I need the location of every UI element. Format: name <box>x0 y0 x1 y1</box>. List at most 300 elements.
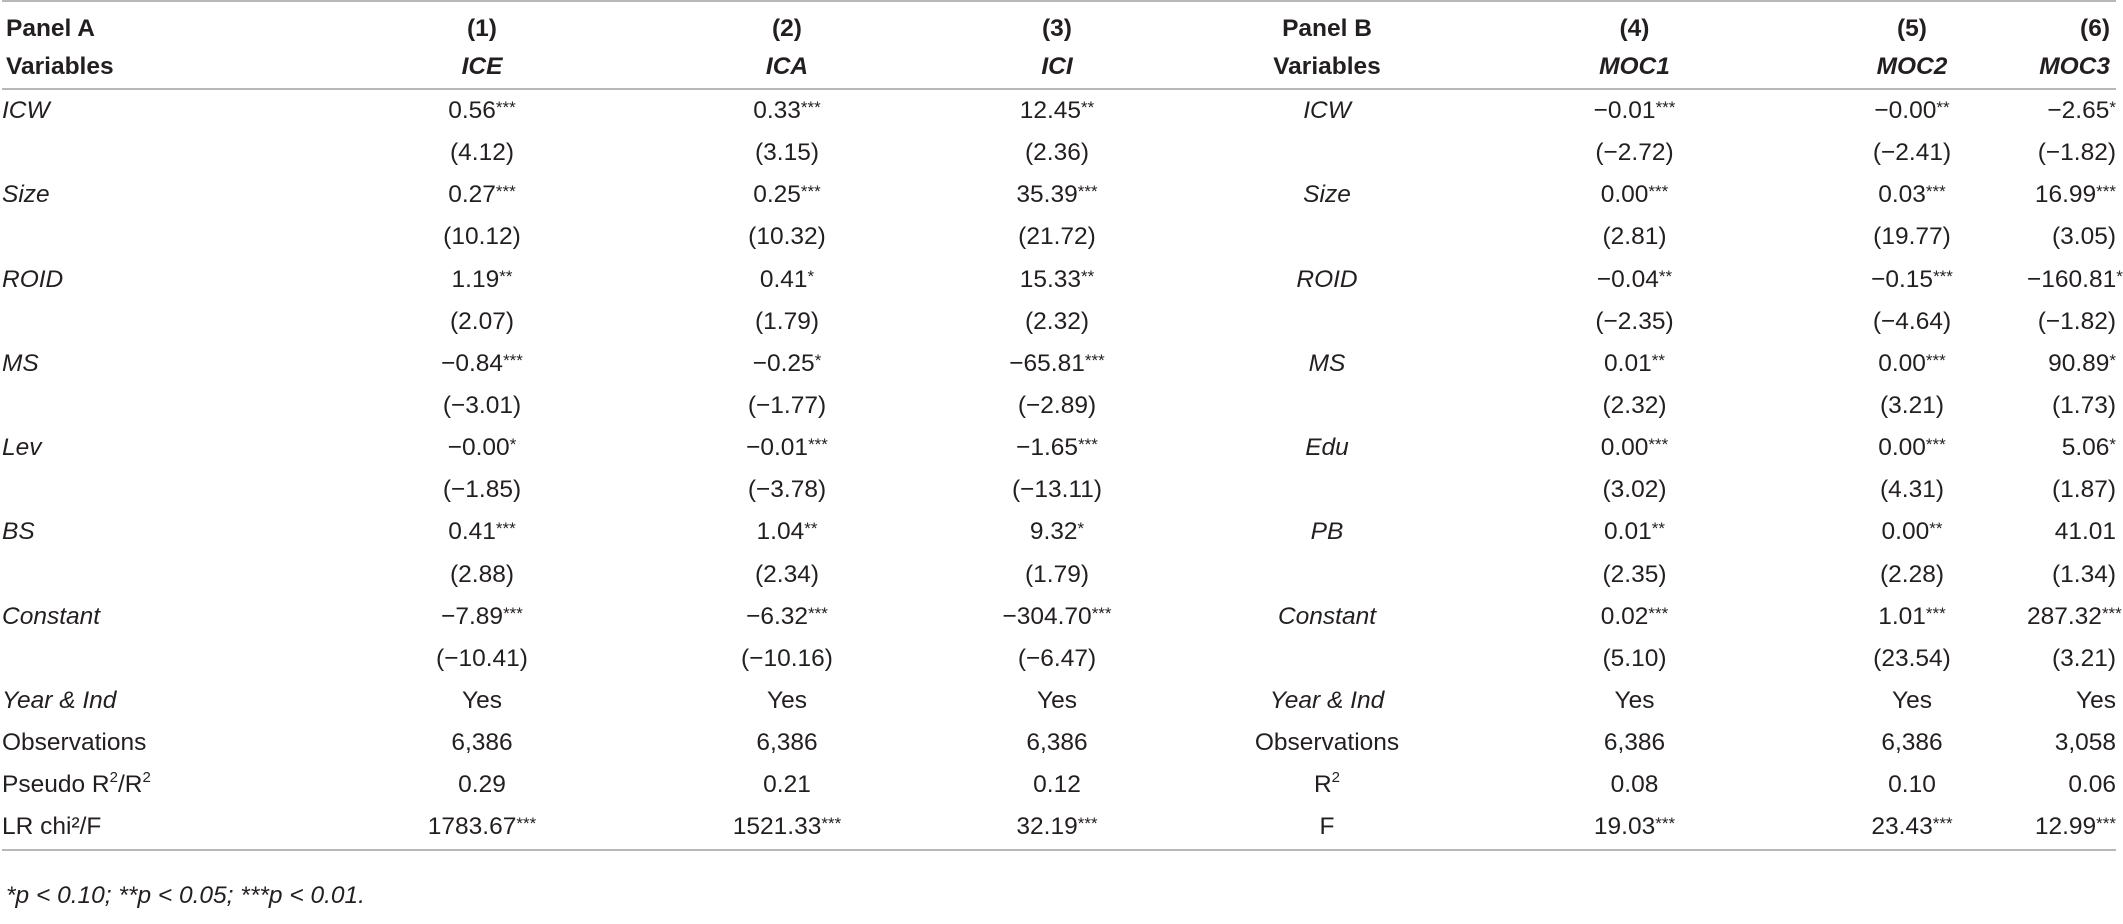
significance-stars: ** <box>1081 266 1095 286</box>
col-6-cell <box>2027 638 2116 680</box>
fit-row <box>2 764 2116 806</box>
panel-a-header: Panel A <box>2 1 322 45</box>
panel-b-variable: PB <box>1310 518 1344 546</box>
table-row <box>2 680 2116 722</box>
col-2-cell-value: Yes <box>767 687 807 715</box>
col-1-cell <box>322 764 642 806</box>
col-6-cell-value: (1.73) <box>2051 392 2116 420</box>
col-3-cell-value: (−2.89) <box>1017 392 1097 420</box>
col-5-cell-value: 0.00 <box>1878 434 1926 462</box>
col-3-cell-value: 12.45 <box>1019 97 1082 125</box>
col-4-cell-value: (2.32) <box>1602 392 1667 420</box>
col-3-cell-value: 35.39 <box>1016 181 1078 209</box>
col-5-cell-value: −0.15 <box>1871 265 1934 293</box>
col-5-cell <box>1797 511 2027 553</box>
col-6-cell-value: −160.81 <box>2027 265 2117 293</box>
col-6-cell-value: (1.87) <box>2051 476 2116 504</box>
col-5-cell-value: (23.54) <box>1873 644 1951 672</box>
col-5-cell-value: (19.77) <box>1873 223 1951 251</box>
col-4-cell <box>1472 554 1797 596</box>
significance-stars: *** <box>1925 182 1946 202</box>
col-3-cell-value: 9.32 <box>1029 518 1078 546</box>
r2-label <box>1182 764 1472 806</box>
col-6-cell-value: (−1.82) <box>2037 139 2116 167</box>
variables-b-header: Variables <box>1182 45 1472 89</box>
col-6-cell-value: (3.05) <box>2051 223 2116 251</box>
fit-label-part: R <box>1313 771 1332 799</box>
significance-stars: *** <box>1078 435 1098 455</box>
col-5-cell <box>1797 301 2027 343</box>
panel-a-variable: Size <box>2 181 50 209</box>
col-2-cell-value: (10.32) <box>748 223 826 251</box>
table-row <box>2 427 2116 469</box>
col-6-cell-value: (1.34) <box>2051 560 2116 588</box>
col-4-cell-value: Yes <box>1614 687 1655 715</box>
test-stat-row <box>2 806 2116 849</box>
col-5-cell-value: Yes <box>1892 687 1932 715</box>
col-4-cell <box>1472 722 1797 764</box>
table-row <box>2 301 2116 343</box>
col-3-cell-value: 15.33 <box>1019 265 1082 293</box>
col-2-header: (2) <box>642 1 932 45</box>
observations-a-label: Observations <box>2 729 147 757</box>
col-6-cell <box>2027 174 2116 216</box>
panel-a-variable <box>2 216 322 258</box>
significance-stars: *** <box>1932 814 1953 834</box>
col-6-cell <box>2027 596 2122 638</box>
significance-stars: *** <box>1925 435 1946 455</box>
col-2-cell <box>642 596 932 638</box>
col-5-cell-value: (4.31) <box>1879 476 1944 504</box>
ica-header: ICA <box>642 45 932 89</box>
significance-stars: *** <box>800 182 821 202</box>
col-3-cell <box>932 132 1182 174</box>
panel-b-variable <box>1182 638 1472 680</box>
col-6-cell <box>2027 680 2116 722</box>
col-2-cell-value: (−10.16) <box>741 644 833 672</box>
col-1-cell <box>322 554 642 596</box>
col-2-cell <box>642 427 932 469</box>
table-row <box>2 469 2116 511</box>
col-2-cell-value: 0.41 <box>759 265 808 293</box>
col-6-header: (6) <box>2027 1 2116 45</box>
col-5-cell-value: 0.00 <box>1881 518 1930 546</box>
col-3-cell <box>932 427 1182 469</box>
significance-stars: *** <box>1655 814 1676 834</box>
col-5-cell-value: 1.01 <box>1878 602 1926 630</box>
col-6-cell <box>2027 764 2116 806</box>
col-2-cell-value: 0.21 <box>763 771 811 799</box>
col-4-cell-value: −0.01 <box>1593 97 1656 125</box>
col-5-cell <box>1797 132 2027 174</box>
col-2-cell <box>642 764 932 806</box>
col-1-cell-value: (−10.41) <box>436 644 528 672</box>
col-1-cell <box>322 385 642 427</box>
col-1-cell <box>322 638 642 680</box>
col-2-cell <box>642 469 932 511</box>
col-3-cell <box>932 174 1182 216</box>
significance-note: *p < 0.10; **p < 0.05; ***p < 0.01. <box>6 882 365 909</box>
panel-b-variable <box>1182 469 1472 511</box>
col-3-cell-value: −1.65 <box>1016 434 1079 462</box>
fit-label-part: Pseudo R <box>2 771 110 799</box>
significance-stars: *** <box>1091 603 1112 623</box>
fit-label-part: 2 <box>142 769 151 787</box>
col-5-cell-value: 6,386 <box>1881 729 1943 757</box>
col-3-cell <box>932 469 1182 511</box>
col-4-cell <box>1472 680 1797 722</box>
col-1-cell <box>322 722 642 764</box>
moc3-header: MOC3 <box>2027 45 2116 89</box>
col-2-cell-value: −6.32 <box>746 602 809 630</box>
col-4-cell-value: 19.03 <box>1593 813 1656 841</box>
col-1-cell-value: 0.29 <box>458 771 506 799</box>
significance-stars: * <box>1077 519 1085 539</box>
col-3-cell <box>932 722 1182 764</box>
table-row <box>2 554 2116 596</box>
col-1-cell-value: 0.56 <box>448 97 496 125</box>
significance-stars: * <box>814 350 822 370</box>
significance-stars: * <box>807 266 815 286</box>
panel-b-variable <box>1182 554 1472 596</box>
col-1-cell-value: Yes <box>462 687 502 715</box>
panel-a-variable <box>2 301 322 343</box>
ice-header: ICE <box>322 45 642 89</box>
col-6-cell-value: Yes <box>2076 687 2116 715</box>
col-3-cell <box>932 764 1182 806</box>
variables-a-header: Variables <box>2 45 322 89</box>
col-1-cell-value: (2.07) <box>449 307 514 335</box>
col-2-cell <box>642 680 932 722</box>
col-4-cell <box>1472 764 1797 806</box>
panel-b-variable <box>1182 385 1472 427</box>
table-row <box>2 216 2116 258</box>
panel-a-variable: ICW <box>2 97 50 125</box>
col-3-cell <box>932 385 1182 427</box>
col-4-cell-value: (5.10) <box>1602 644 1667 672</box>
panel-b-variable: Constant <box>1277 602 1377 630</box>
significance-stars: ** <box>804 519 818 539</box>
col-3-cell <box>932 680 1182 722</box>
observations-b-label: Observations <box>1254 729 1400 757</box>
col-2-cell-value: −0.01 <box>746 434 809 462</box>
significance-stars: *** <box>821 814 842 834</box>
table-row <box>2 385 2116 427</box>
col-1-header: (1) <box>322 1 642 45</box>
col-3-cell <box>932 638 1182 680</box>
col-3-cell-value: (−6.47) <box>1017 644 1097 672</box>
col-4-cell <box>1472 427 1797 469</box>
col-2-cell-value: 0.33 <box>753 97 801 125</box>
significance-stars: *** <box>1077 182 1098 202</box>
col-1-cell-value: 0.41 <box>448 518 496 546</box>
col-5-cell <box>1797 259 2027 301</box>
col-5-header: (5) <box>1797 1 2027 45</box>
table-row <box>2 511 2116 553</box>
moc1-header: MOC1 <box>1472 45 1797 89</box>
panel-a-variable <box>2 554 322 596</box>
col-5-cell <box>1797 343 2027 385</box>
panel-a-variable <box>2 469 322 511</box>
col-6-cell <box>2027 554 2116 596</box>
col-5-cell <box>1797 722 2027 764</box>
fit-label-part: /R <box>117 771 143 799</box>
significance-stars: *** <box>1077 814 1098 834</box>
significance-stars: *** <box>800 98 821 118</box>
col-5-cell-value: 0.00 <box>1878 349 1926 377</box>
col-2-cell <box>642 132 932 174</box>
col-6-cell-value: 0.06 <box>2068 771 2116 799</box>
col-6-cell <box>2027 89 2116 132</box>
significance-stars: *** <box>808 603 828 623</box>
col-3-cell <box>932 343 1182 385</box>
table-row <box>2 343 2116 385</box>
col-5-cell <box>1797 89 2027 132</box>
pseudo-r2-label <box>2 764 322 806</box>
col-2-cell-value: (3.15) <box>754 139 819 167</box>
col-3-cell <box>932 89 1182 132</box>
col-6-cell-value: 90.89 <box>2048 349 2110 377</box>
significance-stars: *** <box>1655 98 1676 118</box>
panel-b-variable: Edu <box>1305 434 1349 462</box>
col-3-cell <box>932 216 1182 258</box>
significance-stars: ** <box>1936 98 1950 118</box>
significance-stars: *** <box>2096 814 2116 834</box>
panel-a-variable: MS <box>2 349 39 377</box>
significance-stars: * <box>2109 435 2116 455</box>
col-2-cell <box>642 638 932 680</box>
moc2-header: MOC2 <box>1797 45 2027 89</box>
col-4-cell <box>1472 469 1797 511</box>
significance-stars: *** <box>1925 603 1946 623</box>
significance-stars: *** <box>2101 603 2122 623</box>
col-1-cell-value: 0.27 <box>448 181 496 209</box>
table-row <box>2 596 2116 638</box>
col-1-cell-value: −0.00 <box>447 434 510 462</box>
col-6-cell <box>2027 301 2116 343</box>
significance-stars: *** <box>503 603 523 623</box>
col-3-cell <box>932 259 1182 301</box>
significance-stars: ** <box>1081 98 1095 118</box>
col-1-cell <box>322 259 642 301</box>
panel-a-variable: Year & Ind <box>2 687 117 715</box>
col-6-cell-value: 12.99 <box>2034 813 2097 841</box>
col-5-cell <box>1797 638 2027 680</box>
col-4-cell-value: 0.01 <box>1604 349 1652 377</box>
col-3-cell-value: −304.70 <box>1002 602 1092 630</box>
col-3-cell <box>932 596 1182 638</box>
panel-a-variable <box>2 132 322 174</box>
col-5-cell <box>1797 554 2027 596</box>
col-1-cell <box>322 469 642 511</box>
col-4-cell-value: 6,386 <box>1603 729 1666 757</box>
significance-stars: *** <box>495 98 516 118</box>
col-4-cell-value: (2.35) <box>1602 560 1667 588</box>
table-row <box>2 638 2116 680</box>
significance-stars: ** <box>1651 350 1665 370</box>
significance-stars: ** <box>1929 519 1943 539</box>
col-3-cell-value: (−13.11) <box>1011 476 1103 504</box>
col-6-cell <box>2027 385 2116 427</box>
col-6-cell <box>2027 806 2116 849</box>
lr-chi2-label: LR chi²/F <box>2 806 322 849</box>
ici-header: ICI <box>932 45 1182 89</box>
col-3-cell-value: (2.32) <box>1024 307 1089 335</box>
col-4-header: (4) <box>1472 1 1797 45</box>
col-3-cell <box>932 554 1182 596</box>
col-4-cell <box>1472 216 1797 258</box>
table-body <box>2 1 2123 850</box>
col-2-cell-value: 1.04 <box>756 518 805 546</box>
col-3-cell-value: (2.36) <box>1024 139 1089 167</box>
col-1-cell <box>322 806 642 849</box>
col-3-header: (3) <box>932 1 1182 45</box>
col-4-cell-value: 0.00 <box>1600 434 1649 462</box>
panel-b-variable: Year & Ind <box>1269 687 1385 715</box>
col-5-cell-value: 23.43 <box>1871 813 1933 841</box>
col-3-cell-value: 32.19 <box>1016 813 1078 841</box>
col-5-cell <box>1797 427 2027 469</box>
col-1-cell-value: (−1.85) <box>442 476 522 504</box>
panel-b-variable <box>1182 301 1472 343</box>
col-3-cell-value: 6,386 <box>1026 729 1088 757</box>
col-4-cell <box>1472 174 1797 216</box>
col-6-cell <box>2027 216 2116 258</box>
col-1-cell-value: (2.88) <box>449 560 514 588</box>
col-5-cell <box>1797 174 2027 216</box>
significance-stars: * <box>509 435 517 455</box>
col-6-cell <box>2027 259 2123 301</box>
col-4-cell <box>1472 89 1797 132</box>
table-row <box>2 259 2116 301</box>
col-3-cell-value: (1.79) <box>1024 560 1089 588</box>
col-4-cell-value: (−2.72) <box>1595 139 1674 167</box>
col-2-cell-value: −0.25 <box>752 349 815 377</box>
panel-a-variable: ROID <box>2 265 64 293</box>
col-1-cell-value: −7.89 <box>441 602 504 630</box>
col-1-cell <box>322 511 642 553</box>
col-4-cell-value: 0.02 <box>1600 602 1649 630</box>
col-5-cell-value: (−4.64) <box>1872 307 1952 335</box>
col-3-cell-value: (21.72) <box>1018 223 1096 251</box>
col-6-cell-value: −2.65 <box>2047 97 2110 125</box>
significance-stars: * <box>2109 350 2116 370</box>
significance-stars: *** <box>1084 350 1105 370</box>
col-4-cell-value: 0.08 <box>1610 771 1659 799</box>
col-2-cell-value: 6,386 <box>756 729 818 757</box>
col-2-cell <box>642 259 932 301</box>
col-4-cell-value: (2.81) <box>1602 223 1667 251</box>
col-2-cell <box>642 806 932 849</box>
significance-stars: *** <box>503 350 523 370</box>
col-4-cell <box>1472 806 1797 849</box>
col-2-cell-value: (2.34) <box>754 560 819 588</box>
col-5-cell-value: (2.28) <box>1879 560 1944 588</box>
col-2-cell-value: 0.25 <box>753 181 801 209</box>
panel-a-variable: BS <box>2 518 35 546</box>
panel-a-variable <box>2 385 322 427</box>
observations-row <box>2 722 2116 764</box>
col-3-cell-value: −65.81 <box>1009 349 1085 377</box>
col-1-cell <box>322 132 642 174</box>
col-6-cell <box>2027 469 2116 511</box>
col-4-cell <box>1472 343 1797 385</box>
col-4-cell <box>1472 638 1797 680</box>
panel-b-variable: ICW <box>1303 97 1351 125</box>
col-1-cell <box>322 680 642 722</box>
col-4-cell <box>1472 385 1797 427</box>
col-5-cell-value: 0.03 <box>1878 181 1926 209</box>
col-6-cell <box>2027 722 2116 764</box>
col-5-cell-value: (−2.41) <box>1872 139 1952 167</box>
significance-stars: *** <box>1648 435 1669 455</box>
panel-b-variable: MS <box>1308 349 1346 377</box>
col-4-cell-value: −0.04 <box>1596 265 1659 293</box>
significance-stars: * <box>2116 266 2123 286</box>
col-3-cell <box>932 806 1182 849</box>
col-4-cell-value: (−2.35) <box>1595 307 1674 335</box>
f-label: F <box>1182 806 1472 849</box>
col-3-cell <box>932 511 1182 553</box>
col-5-cell-value: (3.21) <box>1879 392 1944 420</box>
col-5-cell <box>1797 469 2027 511</box>
col-2-cell-value: (−3.78) <box>747 476 827 504</box>
col-6-cell <box>2027 511 2116 553</box>
significance-stars: * <box>2109 98 2116 118</box>
col-1-cell <box>322 174 642 216</box>
col-6-cell-value: (3.21) <box>2051 644 2116 672</box>
col-2-cell-value: (−1.77) <box>747 392 827 420</box>
col-5-cell <box>1797 806 2027 849</box>
significance-stars: *** <box>808 435 828 455</box>
col-2-cell <box>642 722 932 764</box>
table-row <box>2 89 2116 132</box>
significance-stars: *** <box>516 814 537 834</box>
significance-stars: ** <box>1651 519 1665 539</box>
col-3-cell <box>932 301 1182 343</box>
col-1-cell-value: 6,386 <box>451 729 513 757</box>
col-2-cell-value: (1.79) <box>754 307 819 335</box>
col-4-cell <box>1472 301 1797 343</box>
col-5-cell-value: −0.00 <box>1874 97 1937 125</box>
header-row-1 <box>2 1 2116 45</box>
significance-stars: *** <box>1933 266 1953 286</box>
header-row-2 <box>2 45 2116 89</box>
col-6-cell-value: 16.99 <box>2034 181 2097 209</box>
panel-b-variable <box>1182 216 1472 258</box>
panel-b-variable <box>1182 132 1472 174</box>
significance-stars: *** <box>1925 350 1946 370</box>
col-1-cell <box>322 427 642 469</box>
col-6-cell-value: 5.06 <box>2061 434 2110 462</box>
col-2-cell <box>642 385 932 427</box>
col-5-cell <box>1797 764 2027 806</box>
col-6-cell-value: 41.01 <box>2054 518 2116 546</box>
col-3-cell-value: Yes <box>1037 687 1077 715</box>
col-3-cell-value: 0.12 <box>1033 771 1081 799</box>
col-5-cell <box>1797 680 2027 722</box>
col-4-cell <box>1472 511 1797 553</box>
col-1-cell-value: 1.19 <box>451 265 500 293</box>
table-row <box>2 174 2116 216</box>
significance-stars: *** <box>1648 603 1669 623</box>
col-5-cell <box>1797 216 2027 258</box>
col-4-cell <box>1472 132 1797 174</box>
col-2-cell <box>642 174 932 216</box>
col-4-cell <box>1472 596 1797 638</box>
col-1-cell <box>322 343 642 385</box>
panel-b-variable: ROID <box>1296 265 1358 293</box>
